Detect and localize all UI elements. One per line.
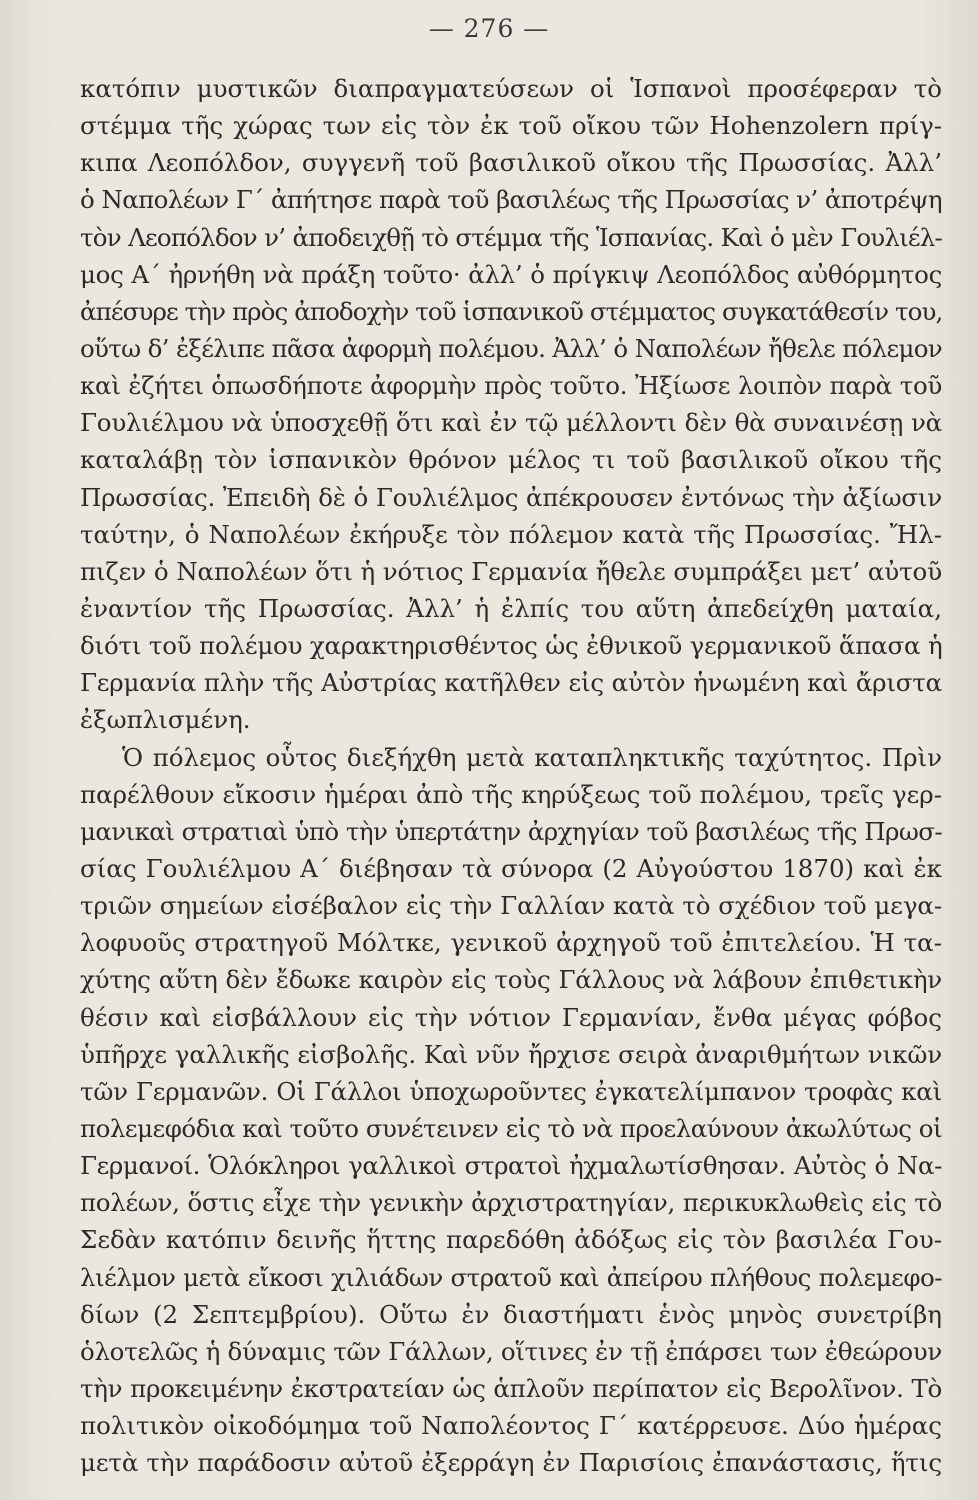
paragraph-2 bbox=[80, 739, 942, 1482]
text-line: καταλάβῃ τὸν ἱσπανικὸν θρόνον μέλος τι τοῦ βασιλικοῦ οἴκου τῆς bbox=[80, 445, 942, 475]
text-line: Γουλιέλμου νὰ ὑποσχεθῇ ὅτι καὶ ἐν τῷ μέλλοντι δὲν θὰ συναινέσῃ νὰ bbox=[80, 408, 942, 438]
text-line: μετὰ τὴν παράδοσιν αὐτοῦ ἐξερράγη ἐν Παρισίοις ἐπανάστασις, ἥτις bbox=[80, 1448, 942, 1478]
text-line: θέσιν καὶ εἰσβάλλουν εἰς τὴν νότιον Γερμανίαν, ἔνθα μέγας φόβος bbox=[80, 1002, 942, 1032]
text-line: ὁ Ναπολέων Γ΄ ἀπήτησε παρὰ τοῦ βασιλέως τῆς Πρωσσίας ν’ ἀποτρέψη bbox=[80, 185, 942, 215]
text-line: Γερμανοί. Ὁλόκληροι γαλλικοὶ στρατοὶ ἠχμαλωτίσθησαν. Αὐτὸς ὁ Να- bbox=[80, 1151, 942, 1181]
text-line: πολέων, ὅστις εἶχε τὴν γενικὴν ἀρχιστρατηγίαν, περικυκλωθεὶς εἰς τὸ bbox=[80, 1188, 942, 1218]
text-line: κατόπιν μυστικῶν διαπραγματεύσεων οἱ Ἱσπανοὶ προσέφεραν τὸ bbox=[80, 74, 942, 103]
text-line: τὸν Λεοπόλδον ν’ ἀποδειχθῇ τὸ στέμμα τῆς Ἱσπανίας. Καὶ ὁ μὲν Γουλιέλ- bbox=[80, 222, 942, 252]
text-line: ἐναντίον τῆς Πρωσσίας. Ἀλλ’ ἡ ἐλπίς του αὕτη ἀπεδείχθη ματαία, bbox=[80, 593, 942, 623]
text-line: ὑπῆρχε γαλλικῆς εἰσβολῆς. Καὶ νῦν ἤρχισε σειρὰ ἀναριθμήτων νικῶν bbox=[80, 1039, 942, 1069]
text-line: πιζεν ὁ Ναπολέων ὅτι ἡ νότιος Γερμανία ἤθελε συμπράξει μετ’ αὐτοῦ bbox=[80, 556, 942, 586]
text-line: σίας Γουλιέλμου Α΄ διέβησαν τὰ σύνορα (2 Αὐγούστου 1870) καὶ ἐκ bbox=[80, 853, 942, 883]
text-line: καὶ ἐζήτει ὁπωσδήποτε ἀφορμὴν πρὸς τοῦτο. Ἠξίωσε λοιπὸν παρὰ τοῦ bbox=[80, 371, 942, 401]
text-line: Γερμανία πλὴν τῆς Αὐστρίας κατῆλθεν εἰς αὐτὸν ἡνωμένη καὶ ἄριστα bbox=[80, 668, 942, 698]
text-line: παρέλθουν εἴκοσιν ἡμέραι ἀπὸ τῆς κηρύξεως τοῦ πολέμου, τρεῖς γερ- bbox=[80, 779, 942, 809]
text-line: τριῶν σημείων εἰσέβαλον εἰς τὴν Γαλλίαν κατὰ τὸ σχέδιον τοῦ μεγα- bbox=[80, 891, 942, 921]
text-line: ἀπέσυρε τὴν πρὸς ἀποδοχὴν τοῦ ἱσπανικοῦ στέμματος συγκατάθεσίν του, bbox=[80, 296, 943, 326]
text-line: δίων (2 Σεπτεμβρίου). Οὕτω ἐν διαστήματι ἑνὸς μηνὸς συνετρίβη bbox=[80, 1299, 942, 1329]
text-line: λοφυοῦς στρατηγοῦ Μόλτκε, γενικοῦ ἀρχηγοῦ τοῦ ἐπιτελείου. Ἡ τα- bbox=[80, 928, 942, 958]
text-line: τῶν Γερμανῶν. Οἱ Γάλλοι ὑποχωροῦντες ἐγκατελίμπανον τροφὰς καὶ bbox=[80, 1076, 942, 1106]
text-line: τὴν προκειμένην ἐκστρατείαν ὡς ἁπλοῦν περίπατον εἰς Βερολῖνον. Τὸ bbox=[80, 1373, 942, 1403]
paragraph-1 bbox=[80, 70, 942, 739]
text-line: Σεδὰν κατόπιν δεινῆς ἥττης παρεδόθη ἀδόξως εἰς τὸν βασιλέα Γου- bbox=[80, 1225, 942, 1255]
text-line: Ὁ πόλεμος οὗτος διεξήχθη μετὰ καταπληκτικῆς ταχύτητος. Πρὶν bbox=[122, 742, 942, 772]
text-line: μανικαὶ στρατιαὶ ὑπὸ τὴν ὑπερτάτην ἀρχηγίαν τοῦ βασιλέως τῆς Πρωσ- bbox=[80, 816, 942, 846]
text-line: ὁλοτελῶς ἡ δύναμις τῶν Γάλλων, οἵτινες ἐν τῇ ἐπάρσει των ἐθεώρουν bbox=[80, 1336, 942, 1366]
text-line: ἐξωπλισμένη. bbox=[80, 705, 251, 735]
text-line: κιπα Λεοπόλδον, συγγενῆ τοῦ βασιλικοῦ οἴκου τῆς Πρωσσίας. Ἀλλ’ bbox=[80, 148, 942, 178]
text-line: πολεμεφόδια καὶ τοῦτο συνέτεινεν εἰς τὸ νὰ προελαύνουν ἀκωλύτως οἱ bbox=[80, 1113, 943, 1143]
text-line: οὕτω δ’ ἐξέλιπε πᾶσα ἀφορμὴ πολέμου. Ἀλλ’ ὁ Ναπολέων ἤθελε πόλεμον bbox=[80, 333, 942, 363]
text-line: ταύτην, ὁ Ναπολέων ἐκήρυξε τὸν πόλεμον κατὰ τῆς Πρωσσίας. Ἤλ- bbox=[80, 519, 942, 549]
text-line: διότι τοῦ πολέμου χαρακτηρισθέντος ὡς ἐθνικοῦ γερμανικοῦ ἅπασα ἡ bbox=[80, 631, 943, 661]
text-line: Πρωσσίας. Ἐπειδὴ δὲ ὁ Γουλιέλμος ἀπέκρουσεν ἐντόνως τὴν ἀξίωσιν bbox=[80, 482, 942, 512]
body-text bbox=[80, 70, 942, 1481]
text-line: στέμμα τῆς χώρας των εἰς τὸν ἐκ τοῦ οἴκου τῶν Hohenzolern πρίγ- bbox=[80, 111, 942, 141]
page-number: — 276 — bbox=[428, 14, 550, 43]
text-line: χύτης αὕτη δὲν ἔδωκε καιρὸν εἰς τοὺς Γάλλους νὰ λάβουν ἐπιθετικὴν bbox=[80, 965, 942, 995]
text-line: λιέλμον μετὰ εἴκοσι χιλιάδων στρατοῦ καὶ ἀπείρου πλήθους πολεμεφο- bbox=[80, 1262, 942, 1292]
text-line: μος Α΄ ἠρνήθη νὰ πράξη τοῦτο· ἀλλ’ ὁ πρίγκιψ Λεοπόλδος αὐθόρμητος bbox=[80, 259, 942, 289]
text-line: πολιτικὸν οἰκοδόμημα τοῦ Ναπολέοντος Γ΄ κατέρρευσε. Δύο ἡμέρας bbox=[80, 1411, 942, 1441]
